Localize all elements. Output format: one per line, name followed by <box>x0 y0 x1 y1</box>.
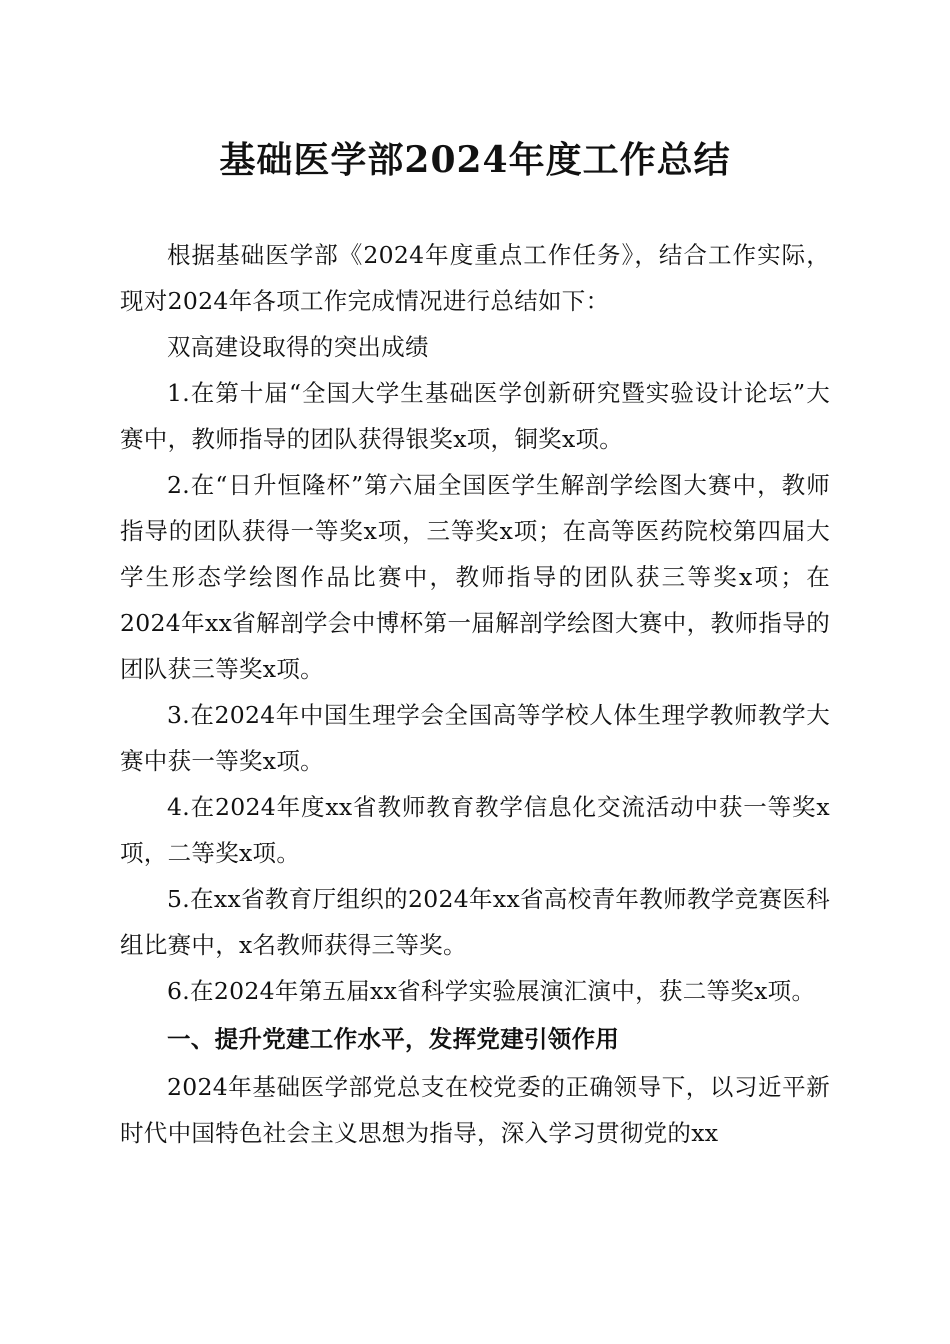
section-heading-1: 一、提升党建工作水平，发挥党建引领作用 <box>167 1025 620 1053</box>
achievement-item-2: 2.在“日升恒隆杯”第六届全国医学生解剖学绘图大赛中，教师指导的团队获得一等奖x项，三等奖x项；在高等医药院校第四届大学生形态学绘图作品比赛中，教师指导的团队获三等奖x项；在2024年xx省解剖学会中博杯第一届解剖学绘图大赛中，教师指导的团队获三等奖x项。 <box>120 471 830 683</box>
document-title: 基础医学部2024年度工作总结 <box>219 139 731 181</box>
achievement-item-5: 5.在xx省教育厅组织的2024年xx省高校青年教师教学竞赛医科组比赛中，x名教师获得三等奖。 <box>120 885 830 959</box>
party-building-paragraph: 2024年基础医学部党总支在校党委的正确领导下，以习近平新时代中国特色社会主义思想为指导，深入学习贯彻党的xx <box>120 1073 830 1147</box>
achievement-item-3: 3.在2024年中国生理学会全国高等学校人体生理学教师教学大赛中获一等奖x项。 <box>120 701 830 775</box>
achievement-item-1: 1.在第十届“全国大学生基础医学创新研究暨实验设计论坛”大赛中，教师指导的团队获得银奖x项，铜奖x项。 <box>120 379 830 453</box>
section-label: 双高建设取得的突出成绩 <box>167 333 429 361</box>
intro-paragraph: 根据基础医学部《2024年度重点工作任务》，结合工作实际，现对2024年各项工作完成情况进行总结如下： <box>120 241 830 315</box>
achievement-item-6: 6.在2024年第五届xx省科学实验展演汇演中，获二等奖x项。 <box>167 977 816 1005</box>
achievement-item-4: 4.在2024年度xx省教师教育教学信息化交流活动中获一等奖x项，二等奖x项。 <box>120 793 830 867</box>
document-body <box>120 232 830 1156</box>
